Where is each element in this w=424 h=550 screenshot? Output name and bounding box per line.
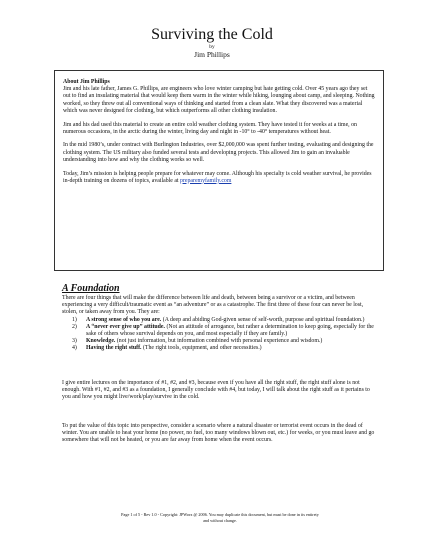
list-item-text: (A deep and abiding God-given sense of self-worth, purpose and spiritual foundation.) (161, 316, 365, 323)
footer-line-2: and without change. (203, 517, 237, 523)
foundation-intro-text: There are four things that will make the difference between life and death, between being a survivor or a victim, and between experiencing a very difficult/traumatic event as “an adventure” or as a catastrophe. The first three of these four can never be lost, stolen, or taken away from you. They are: (62, 295, 364, 316)
lectures-paragraph (62, 380, 378, 402)
foundation-intro (62, 295, 378, 353)
list-item (62, 345, 378, 352)
four-things-list (62, 317, 378, 353)
lectures-text: I give entire lectures on the importance of #1, #2, and #3, because even if you have all the right stuff, the right stuff alone is not enough. With #1, #2, and #3 as a foundation, I generally conclude with #4, but today, I will talk about the right stuff as it pertains to you and how you might live/work/play/survive in the cold. (62, 380, 370, 401)
about-text-4: Today, Jim’s mission is helping people prepare for whatever may come. Although his specialty is cold weather survival, he provides in-depth training on dozens of topics, available at (63, 170, 372, 184)
list-item (62, 317, 378, 324)
document-title: Surviving the Cold (151, 26, 273, 43)
perspective-paragraph (62, 423, 378, 445)
list-item-bold: A “never ever give up” attitude. (86, 323, 165, 330)
about-paragraph-1 (63, 79, 375, 115)
list-item-bold: Having the right stuff. (86, 345, 142, 352)
list-number: 3) (72, 338, 77, 345)
website-link[interactable]: preparemyfamily.com (180, 177, 232, 184)
author-name: Jim Phillips (194, 50, 230, 59)
about-author-box (54, 70, 384, 271)
page-footer (62, 512, 378, 523)
perspective-text: To put the value of this topic into perspective, consider a scenario where a natural disaster or terrorist event occurs in the dead of winter. You are unable to heat your home (no power, no fuel, too many windows blown out, etc.) for weeks, or you must leave and go somewhere that will not be heated, or you are far away from home when the event occurs. (62, 423, 375, 444)
list-item-bold: Knowledge. (86, 338, 116, 345)
list-item-text: (not just information, but information combined with personal experience and wisdom.) (115, 338, 323, 345)
about-paragraph-2: Jim and his dad used this material to create an entire cold weather clothing system. They have tested it for weeks at a time, on numerous occasions, in the arctic during the winter, living day and night in -10° to -40° temperatures without heat. (63, 121, 357, 135)
list-item (62, 324, 378, 338)
list-number: 1) (72, 316, 77, 323)
list-number: 2) (72, 323, 77, 330)
list-number: 4) (72, 345, 77, 352)
about-heading: About Jim Phillips (63, 79, 110, 85)
about-paragraph-3: In the mid 1980’s, under contract with Burlington Industries, over $2,000,000 was spent further testing, evaluating and designing the clothing system. The US military also funded several tests and developing projects. This allowed Jim to gain an invaluable understanding into how and why the clothing works so well. (63, 142, 374, 163)
about-text-1: Jim and his late father, James G. Phillips, are engineers who love winter camping but hate getting cold. Over 45 years ago they set out to find an insulating material that would keep them warm in the winter while hiking, lounging about camp, and sleeping. Nothing worked, so they threw out all conventional ways of thinking and started from a clean slate. What they discovered was a material which was never designed for clothing, but which outperforms all other clothing insulation. (63, 86, 375, 114)
list-item-bold: A strong sense of who you are. (86, 316, 162, 323)
about-author-content (63, 79, 375, 191)
list-item-text: (Not an attitude of arrogance, but rather a determination to keep going, especially for the sake of others whose survival depends on you, and most especially if they are family.) (86, 323, 374, 338)
list-item-text: (The right tools, equipment, and other necessities.) (141, 345, 262, 352)
byline-by: by (209, 44, 215, 50)
footer-line-1: Page 1 of 5 - Rev 1.0 - Copyright: JPWorx @ 2006. You may duplicate this document, but must be done in its entirety (121, 512, 319, 517)
section-heading-foundation: A Foundation (62, 283, 120, 294)
about-paragraph-4 (63, 171, 375, 185)
